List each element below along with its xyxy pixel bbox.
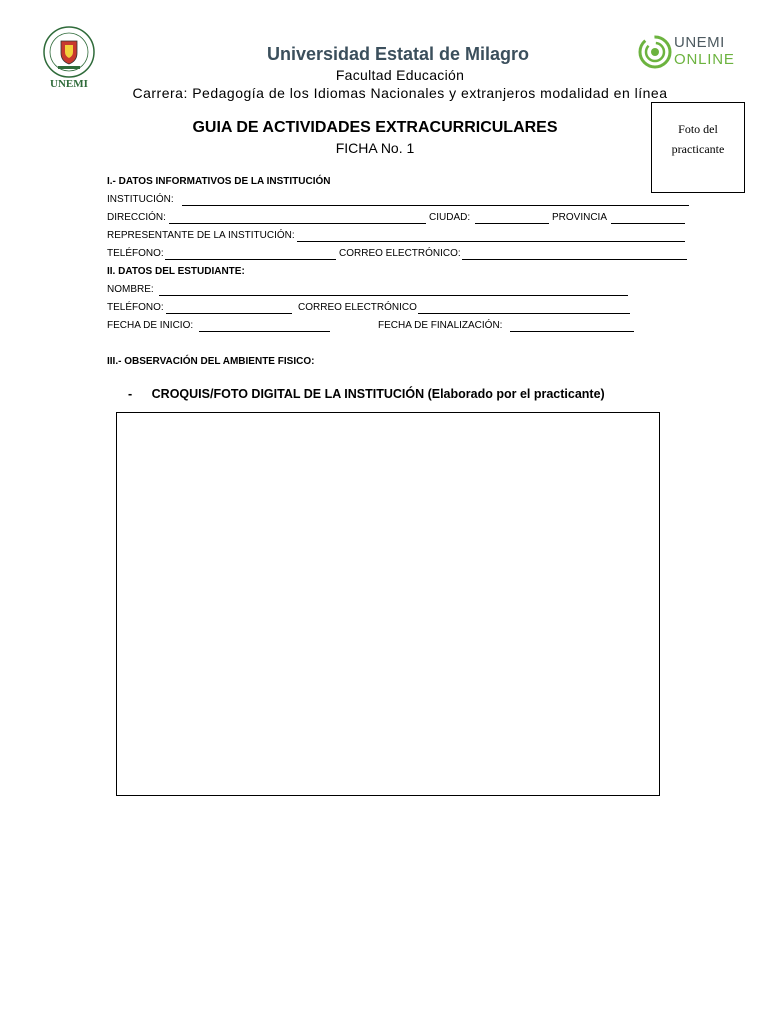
institution-sketch-box[interactable] [116, 412, 660, 796]
online-logo-top-text: UNEMI [674, 34, 725, 51]
end-date-label: FECHA DE FINALIZACIÓN: [378, 320, 503, 331]
dates-row [107, 320, 697, 334]
end-date-field[interactable] [510, 320, 634, 332]
institution-contact-row [107, 248, 697, 262]
faculty-name: Facultad Educación [335, 67, 465, 83]
section-3-heading: III.- OBSERVACIÓN DEL AMBIENTE FISICO: [107, 356, 315, 367]
student-email-field[interactable] [418, 302, 630, 314]
student-name-field[interactable] [159, 284, 628, 296]
photo-box-label-2: practicante [671, 142, 725, 156]
sketch-bullet-text: CROQUIS/FOTO DIGITAL DE LA INSTITUCIÓN (Elaborado por el practicante) [151, 387, 605, 401]
university-name: Universidad Estatal de Milagro [266, 44, 530, 64]
student-email-label: CORREO ELECTRÓNICO [298, 302, 417, 313]
institution-row [107, 194, 697, 208]
student-phone-label: TELÉFONO: [107, 302, 164, 313]
bullet-dash: - [128, 387, 133, 401]
student-photo-box [651, 102, 745, 193]
document-subtitle: FICHA No. 1 [335, 140, 415, 156]
institution-phone-label: TELÉFONO: [107, 248, 164, 259]
student-name-label: NOMBRE: [107, 284, 154, 295]
address-field[interactable] [169, 212, 426, 224]
student-contact-row [107, 302, 697, 316]
student-phone-field[interactable] [166, 302, 292, 314]
institution-field[interactable] [182, 194, 689, 206]
start-date-field[interactable] [199, 320, 330, 332]
seal-text: UNEMI [50, 78, 88, 90]
institution-phone-field[interactable] [165, 248, 336, 260]
student-name-row [107, 284, 697, 298]
city-field[interactable] [475, 212, 549, 224]
start-date-label: FECHA DE INICIO: [107, 320, 194, 331]
sketch-bullet [128, 387, 605, 401]
career-name: Carrera: Pedagogía de los Idiomas Nacionales y extranjeros modalidad en línea [132, 85, 668, 101]
institution-email-label: CORREO ELECTRÓNICO: [339, 248, 461, 259]
section-2-heading: II. DATOS DEL ESTUDIANTE: [107, 266, 245, 277]
institution-label: INSTITUCIÓN: [107, 194, 174, 205]
institution-email-field[interactable] [462, 248, 687, 260]
photo-box-label-1: Foto del [678, 122, 718, 136]
province-field[interactable] [611, 212, 685, 224]
province-label: PROVINCIA [552, 212, 608, 223]
online-logo-bottom-text: ONLINE [674, 51, 735, 68]
address-label: DIRECCIÓN: [107, 212, 166, 223]
address-row [107, 212, 697, 226]
section-1-heading: I.- DATOS INFORMATIVOS DE LA INSTITUCIÓN [107, 176, 331, 187]
representative-field[interactable] [297, 230, 685, 242]
city-label: CIUDAD: [429, 212, 471, 223]
document-title: GUIA DE ACTIVIDADES EXTRACURRICULARES [192, 119, 558, 136]
representative-label: REPRESENTANTE DE LA INSTITUCIÓN: [107, 230, 295, 241]
representative-row [107, 230, 697, 244]
